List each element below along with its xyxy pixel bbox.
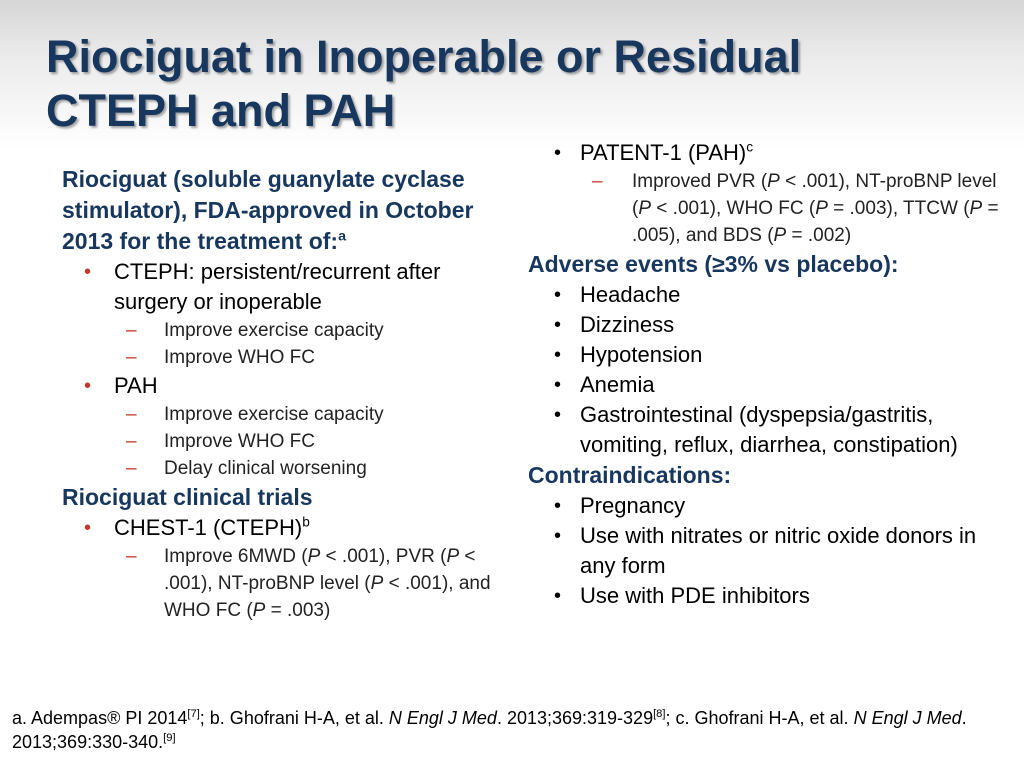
bullet-patent-1: • PATENT-1 (PAH)$^c$ bbox=[528, 138, 1008, 168]
chest-1-results: – Improve 6MWD (P < .001), PVR (P < .001), NT-proBNP level (P < .001), and WHO FC (P = .003) bbox=[62, 543, 512, 624]
pah-sub-2: – Improve WHO FC bbox=[62, 428, 512, 455]
bullet-chest-1: • CHEST-1 (CTEPH)$^b$ bbox=[62, 513, 512, 543]
cteph-sub-2: – Improve WHO FC bbox=[62, 344, 512, 371]
left-column bbox=[62, 164, 512, 624]
contraindications-heading: Contraindications: bbox=[528, 462, 732, 488]
ae-item: • Gastrointestinal (dyspepsia/gastritis, vomiting, reflux, diarrhea, constipation) bbox=[528, 400, 1008, 460]
ci-item: • Use with PDE inhibitors bbox=[528, 581, 1008, 611]
cteph-sub-1: – Improve exercise capacity bbox=[62, 317, 512, 344]
bullet-pah: • PAH bbox=[62, 371, 512, 401]
ci-item: • Use with nitrates or nitric oxide donors in any form bbox=[528, 521, 1008, 581]
pah-sub-3: – Delay clinical worsening bbox=[62, 455, 512, 482]
adverse-events-heading: Adverse events (≥3% vs placebo): bbox=[528, 251, 899, 277]
right-column bbox=[528, 138, 1008, 611]
trials-heading: Riociguat clinical trials bbox=[62, 484, 313, 510]
title-line-2: CTEPH and PAH bbox=[46, 85, 396, 136]
ae-item: • Hypotension bbox=[528, 340, 1008, 370]
intro-heading: Riociguat (soluble guanylate cyclase stimulator), FDA-approved in October 2013 for the treatment of:$^a$ bbox=[62, 166, 474, 254]
ci-item: • Pregnancy bbox=[528, 491, 1008, 521]
patent-1-results: – Improved PVR (P < .001), NT-proBNP level (P < .001), WHO FC (P = .003), TTCW (P = .005), and BDS (P = .002) bbox=[528, 168, 1008, 249]
ae-item: • Dizziness bbox=[528, 310, 1008, 340]
ae-item: • Headache bbox=[528, 280, 1008, 310]
bullet-cteph: • CTEPH: persistent/recurrent after surgery or inoperable bbox=[62, 257, 512, 317]
references: a. Adempas® PI 2014[7]; b. Ghofrani H-A, et al. N Engl J Med. 2013;369:319-329[8]; c. Ghofrani H-A, et al. N Engl J Med. 2013;369:330-340.[9] bbox=[12, 708, 967, 752]
pah-sub-1: – Improve exercise capacity bbox=[62, 401, 512, 428]
title-line-1: Riociguat in Inoperable or Residual bbox=[46, 31, 802, 82]
slide-title bbox=[46, 30, 986, 138]
ae-item: • Anemia bbox=[528, 370, 1008, 400]
